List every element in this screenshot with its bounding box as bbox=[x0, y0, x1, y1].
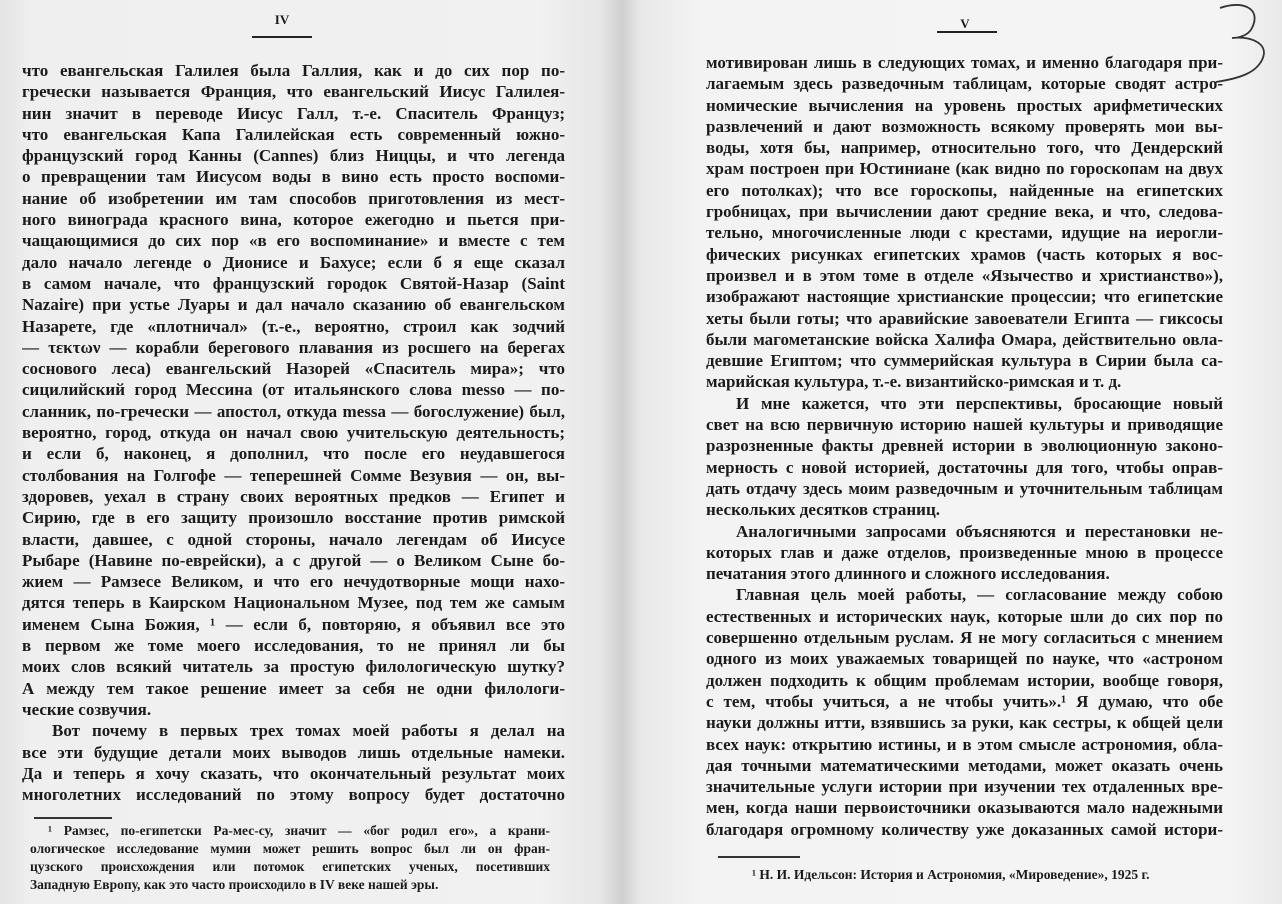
text-line: именем Сына Божия, ¹ — если б, повторяю, я объявил все это bbox=[22, 614, 565, 634]
text-line: разрозненные факты древней истории в эволюционную законо- bbox=[706, 436, 1223, 456]
text-line: дать отдачу здесь моим разведочным и уточнительным таблицам bbox=[706, 478, 1223, 498]
text-line: дая точными математическими методами, может оказать очень bbox=[706, 755, 1223, 775]
text-line: — τεκτων — корабли берегового плавания из росшего на берегах bbox=[22, 337, 565, 357]
text-line: изображают настоящие христианские процессии; что египетские bbox=[706, 287, 1223, 307]
text-line: марийская культура, т.-е. византийско-римская и т. д. bbox=[706, 372, 1122, 392]
footnote-line: ологическое исследование мумии может решить вопрос был ли он фран- bbox=[30, 841, 550, 856]
text-line: совершенно отдельным руслам. Я не могу согласиться с мнением bbox=[706, 628, 1223, 648]
footnote-line: ¹ Рамзес, по-египетски Ра-мес-су, значит — «бог родил его», а крани- bbox=[48, 823, 550, 838]
text-line: значительные услуги истории при изучении тех отдаленных вре- bbox=[706, 777, 1223, 797]
paragraph bbox=[22, 60, 565, 720]
text-line: которых глав и даже отделов, произведенные мною в процессе bbox=[706, 542, 1223, 562]
text-line: были магометанские войска Халифа Омара, действительно овла- bbox=[706, 329, 1223, 349]
footnote bbox=[752, 866, 1232, 884]
text-line: И мне кажется, что эти перспективы, бросающие новый bbox=[736, 393, 1223, 413]
text-line: благодаря огромному количеству уже доказанных самой истори- bbox=[706, 819, 1223, 839]
text-line: А между тем такое решение имеет за себя не одни филологи- bbox=[22, 678, 565, 698]
text-line: власти, давшее, с одной стороны, начало легендам об Иисусе bbox=[22, 529, 565, 549]
text-line: лагаемым здесь разведочным таблицам, которые сводят астро- bbox=[706, 74, 1223, 94]
text-line: нескольких десятков страниц. bbox=[706, 500, 941, 520]
text-line: развлечений и дают возможность всякому проверять мои вы- bbox=[706, 116, 1223, 136]
right-page bbox=[640, 0, 1282, 904]
text-line: одного из моих уважаемых товарищей по науке, что «астроном bbox=[706, 649, 1223, 669]
text-line: чащающимися до сих пор «в его воспоминание» и вместе с тем bbox=[22, 231, 565, 251]
text-line: естественных и исторических наук, которые шли до сих пор по bbox=[706, 606, 1223, 626]
text-line: и если б, наконец, я дополнил, что после его неудавшегося bbox=[22, 444, 565, 464]
text-line: нин значит в переводе Иисус Галл, т.-е. Спаситель Француз; bbox=[22, 103, 565, 123]
text-line: Nazaire) при устье Луары и дал начало сказанию об евангельском bbox=[22, 295, 565, 315]
footnote-line: цузского происхождения или потомок египетских ученых, посетивших bbox=[30, 859, 550, 874]
text-line: вероятно, город, откуда он начал свою учительскую деятельность; bbox=[22, 423, 565, 443]
text-line: тельно, многочисленные люди с крестами, идущие на иерогли- bbox=[706, 223, 1223, 243]
text-line: что евангельская Капа Галилейская есть современный южно- bbox=[22, 124, 565, 144]
left-page bbox=[0, 0, 620, 904]
text-line: Вот почему в первых трех томах моей работы я делал на bbox=[52, 721, 565, 741]
paragraph bbox=[706, 521, 1223, 585]
text-line: дало начало легенде о Дионисе и Бахусе; если б я еще сказал bbox=[22, 252, 565, 272]
text-line: дятся теперь в Каирском Национальном Музее, под тем же самым bbox=[22, 593, 565, 613]
text-line: многолетних исследований по этому вопросу будет достаточно bbox=[22, 785, 565, 805]
text-line: гречески называется Франция, что евангельский Иисус Галилея- bbox=[22, 82, 565, 102]
text-line: Назарете, где «плотничал» (т.-е., вероятно, строил как зодчий bbox=[22, 316, 565, 336]
text-line: Сирию, где в его защиту произошло восстание против римской bbox=[22, 508, 565, 528]
footnote-line: Западную Европу, как это часто происходило в IV веке нашей эры. bbox=[30, 877, 439, 892]
header-rule bbox=[252, 36, 312, 38]
text-line: фических рисунках египетских храмов (часть которых я вос- bbox=[706, 244, 1223, 264]
text-line: что евангельская Галилея была Галлия, как и до сих пор по- bbox=[22, 61, 565, 80]
text-line: всех наук: открытию истины, и в этом смысле астрономия, обла- bbox=[706, 734, 1223, 754]
text-line: сланник, по-гречески — апостол, откуда messa — богослужение) был, bbox=[22, 401, 565, 421]
text-line: произвел и в этом томе в отделе «Язычество и христианство»), bbox=[706, 265, 1223, 285]
text-line: науки должны итти, взявшись за руки, как сестры, к общей цели bbox=[706, 713, 1223, 733]
text-line: хеты были готы; что аравийские завоеватели Египта — гиксосы bbox=[706, 308, 1223, 328]
text-line: номические вычисления на уровень простых арифметических bbox=[706, 95, 1223, 115]
text-line: гробницах, при вычислении дают средние века, и что, следова- bbox=[706, 202, 1223, 222]
text-line: Рыбаре (Навине по-еврейски), а с другой — о Великом Сыне бо- bbox=[22, 550, 565, 570]
text-line: французский город Канны (Cannes) близ Ниццы, и что легенда bbox=[22, 146, 565, 166]
text-line: моих слов всякий читатель за простую филологическую шутку? bbox=[22, 657, 565, 677]
text-line: Аналогичными запросами объясняются и перестановки не- bbox=[736, 521, 1223, 541]
paragraph bbox=[22, 720, 565, 805]
text-line: нание об изобретении им там способов приготовления из мест- bbox=[22, 188, 565, 208]
text-line: воды, хотя бы, например, относительно того, что Дендерский bbox=[706, 138, 1223, 158]
text-line: все эти будущие детали моих выводов лишь отдельные намеки. bbox=[22, 742, 565, 762]
paragraph bbox=[706, 52, 1223, 393]
page-number: IV bbox=[274, 12, 290, 27]
text-line: сицилийский город Мессина (от итальянского слова messo — по- bbox=[22, 380, 565, 400]
text-line: мерность с новой историей, достаточны для того, чтобы оправ- bbox=[706, 457, 1223, 477]
footnote-line: ¹ Н. И. Идельсон: История и Астрономия, «Мироведение», 1925 г. bbox=[752, 867, 1150, 882]
text-line: ческие созвучия. bbox=[22, 699, 152, 719]
paragraph bbox=[706, 393, 1223, 521]
footnote-rule bbox=[34, 817, 112, 819]
text-line: свет на всю первичную историю нашей культуры и приводящие bbox=[706, 415, 1223, 435]
text-line: храм построен при Юстиниане (как видно по гороскопам на двух bbox=[706, 159, 1223, 179]
text-line: печатания этого длинного и сложного исследования. bbox=[706, 564, 1110, 584]
body-text bbox=[706, 52, 1223, 840]
text-line: в первом же томе моего исследования, то не принял ли бы bbox=[22, 636, 565, 656]
text-line: ного винограда красного вина, которое ежегодно и пьется при- bbox=[22, 210, 565, 230]
header-rule bbox=[937, 31, 997, 33]
text-line: жием — Рамзесе Великом, и что его нечудотворные мощи нахо- bbox=[22, 572, 565, 592]
text-line: с тем, чтобы учиться, а не чтобы учить».¹ Я думаю, что обе bbox=[706, 691, 1223, 711]
body-text bbox=[22, 60, 565, 805]
text-line: девшие Египтом; что суммерийская культура в Сирии была са- bbox=[706, 351, 1223, 371]
footnote bbox=[30, 822, 550, 894]
text-line: мен, когда наши первоисточники оказываются мало надежными bbox=[706, 798, 1223, 818]
text-line: столбования на Голгофе — теперешней Сомме Везувия — он, вы- bbox=[22, 465, 565, 485]
text-line: о превращении там Иисусом воды в вино есть просто воспоми- bbox=[22, 167, 565, 187]
text-line: должен подходить к общим проблемам истории, вообще говоря, bbox=[706, 670, 1223, 690]
page-number: V bbox=[960, 16, 970, 31]
paragraph bbox=[706, 584, 1223, 840]
text-line: мотивирован лишь в следующих томах, и именно благодаря при- bbox=[706, 53, 1223, 72]
text-line: соснового леса) евангельский Назорей «Спаситель мира»; что bbox=[22, 359, 565, 379]
text-line: здоровев, уехал в страну своих вероятных предков — Египет и bbox=[22, 486, 565, 506]
text-line: Да и теперь я хочу сказать, что окончательный результат моих bbox=[22, 763, 565, 783]
footnote-rule bbox=[718, 856, 800, 858]
text-line: Главная цель моей работы, — согласование между собою bbox=[736, 585, 1223, 605]
text-line: его потолках); что все гороскопы, найденные на египетских bbox=[706, 180, 1223, 200]
text-line: в самом начале, что французский городок Святой-Назар (Saint bbox=[22, 273, 565, 293]
